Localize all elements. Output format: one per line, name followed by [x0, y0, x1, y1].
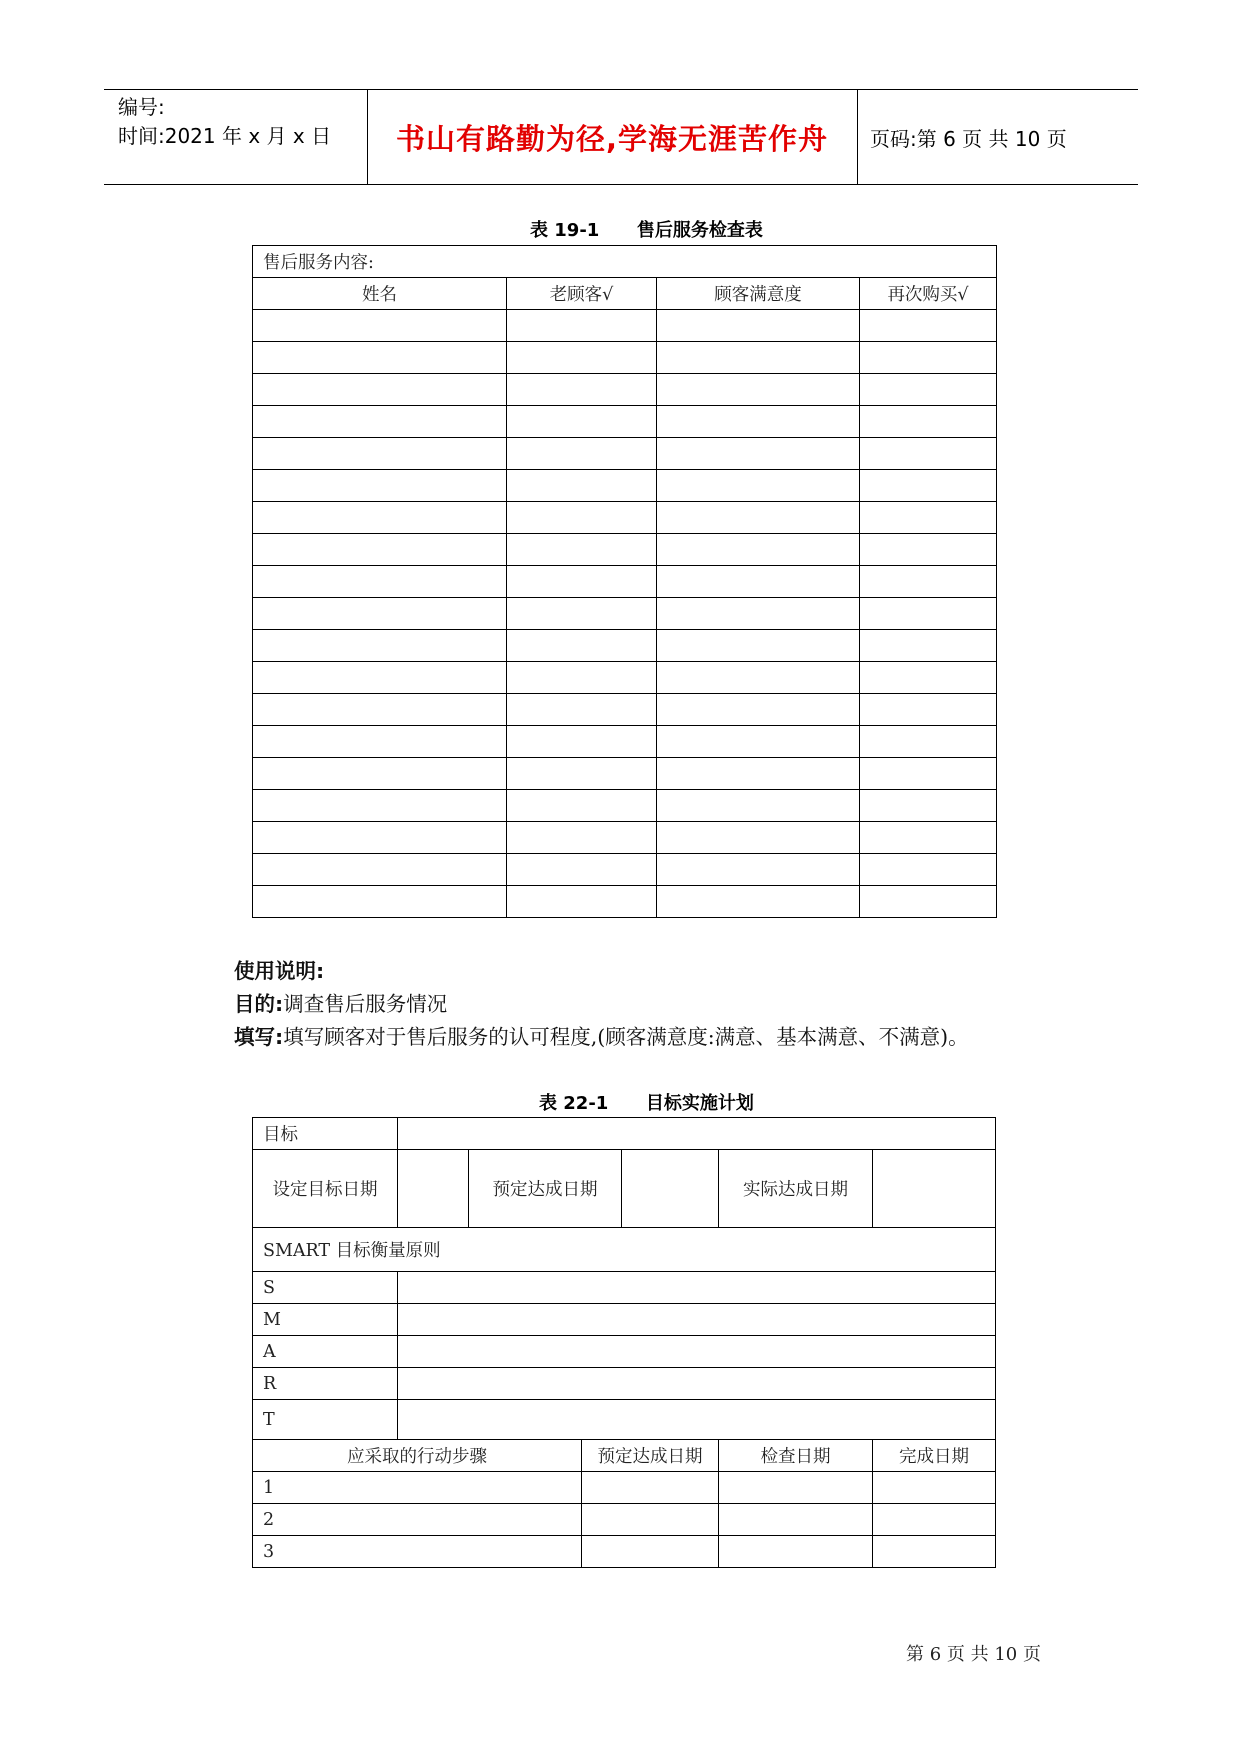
actual-date-value	[873, 1150, 996, 1228]
usage-heading: 使用说明:	[234, 959, 325, 983]
table1-blank-cell	[860, 790, 997, 822]
smart-row-r	[253, 1368, 996, 1400]
goal-label: 目标	[253, 1118, 398, 1150]
smart-row-m	[253, 1304, 996, 1336]
table1-blank-cell	[507, 822, 657, 854]
table1-blank-row	[253, 470, 997, 502]
after-sales-check-table	[252, 245, 997, 918]
table1-blank-cell	[253, 598, 507, 630]
table1-blank-cell	[657, 310, 860, 342]
table1-blank-cell	[657, 822, 860, 854]
table1-blank-cell	[860, 310, 997, 342]
table1-blank-cell	[253, 694, 507, 726]
planned-date-value	[622, 1150, 719, 1228]
table1-blank-cell	[253, 310, 507, 342]
table1-blank-cell	[253, 438, 507, 470]
table1-blank-cell	[657, 662, 860, 694]
table1-col-name: 姓名	[253, 278, 507, 310]
steps-col-check: 检查日期	[719, 1440, 873, 1472]
goal-row	[253, 1118, 996, 1150]
goal-value	[398, 1118, 996, 1150]
table1-blank-cell	[507, 758, 657, 790]
table1-content-label: 售后服务内容:	[253, 246, 997, 278]
table1-blank-cell	[860, 886, 997, 918]
table1-blank-cell	[253, 886, 507, 918]
purpose-label: 目的:	[234, 992, 284, 1016]
step-row	[253, 1536, 996, 1568]
table1-blank-cell	[253, 726, 507, 758]
step-number: 1	[253, 1472, 582, 1504]
table1-blank-row	[253, 886, 997, 918]
table1-blank-cell	[860, 502, 997, 534]
table1-blank-cell	[507, 694, 657, 726]
dates-row	[253, 1150, 996, 1228]
fill-text: 填写顾客对于售后服务的认可程度,(顾客满意度:满意、基本满意、不满意)。	[283, 1025, 969, 1049]
table1-blank-cell	[507, 502, 657, 534]
smart-letter: S	[253, 1272, 398, 1304]
table1-blank-cell	[860, 342, 997, 374]
table1-blank-cell	[253, 534, 507, 566]
table1-blank-cell	[253, 630, 507, 662]
smart-row-t	[253, 1400, 996, 1440]
smart-row-s	[253, 1272, 996, 1304]
table1-blank-row	[253, 566, 997, 598]
table1-blank-cell	[657, 438, 860, 470]
smart-letter: A	[253, 1336, 398, 1368]
table1-blank-cell	[253, 790, 507, 822]
table1-blank-row	[253, 406, 997, 438]
smart-letter: T	[253, 1400, 398, 1440]
table1-blank-cell	[657, 566, 860, 598]
table1-blank-cell	[253, 662, 507, 694]
table1-blank-cell	[860, 694, 997, 726]
table1-caption: 表 19-1 售后服务检查表	[530, 220, 763, 241]
step-row	[253, 1472, 996, 1504]
table1-blank-cell	[507, 790, 657, 822]
table1-blank-cell	[507, 854, 657, 886]
table1-header-row	[253, 278, 997, 310]
planned-date-label: 预定达成日期	[469, 1150, 622, 1228]
table1-blank-cell	[657, 374, 860, 406]
table1-blank-cell	[657, 854, 860, 886]
table1-blank-cell	[253, 342, 507, 374]
table1-blank-row	[253, 790, 997, 822]
steps-col-done: 完成日期	[873, 1440, 996, 1472]
table1-blank-row	[253, 374, 997, 406]
table1-blank-cell	[657, 534, 860, 566]
table1-blank-cell	[507, 470, 657, 502]
table1-blank-cell	[860, 726, 997, 758]
table1-blank-row	[253, 630, 997, 662]
smart-letter: R	[253, 1368, 398, 1400]
table1-blank-cell	[253, 854, 507, 886]
table1-blank-cell	[253, 470, 507, 502]
table1-blank-cell	[860, 854, 997, 886]
table2-caption: 表 22-1 目标实施计划	[539, 1093, 754, 1114]
table1-body	[253, 310, 997, 918]
table1-blank-cell	[253, 822, 507, 854]
header-left	[118, 93, 331, 151]
table1-blank-cell	[657, 470, 860, 502]
table1-col-old-customer: 老顾客√	[507, 278, 657, 310]
table1-blank-cell	[657, 342, 860, 374]
table1-blank-cell	[860, 470, 997, 502]
time-label: 时间:2021 年 x 月 x 日	[118, 124, 332, 148]
table1-blank-cell	[253, 758, 507, 790]
smart-row-a	[253, 1336, 996, 1368]
table1-blank-row	[253, 758, 997, 790]
header-divider-left	[367, 90, 368, 184]
table1-blank-cell	[860, 662, 997, 694]
table1-blank-cell	[507, 406, 657, 438]
usage-notes	[234, 955, 969, 1054]
smart-heading: SMART 目标衡量原则	[253, 1228, 996, 1272]
table1-blank-cell	[657, 630, 860, 662]
table1-blank-row	[253, 822, 997, 854]
table1-col-satisfaction: 顾客满意度	[657, 278, 860, 310]
step-number: 2	[253, 1504, 582, 1536]
table1-blank-row	[253, 310, 997, 342]
table1-blank-cell	[860, 406, 997, 438]
purpose-text: 调查售后服务情况	[283, 992, 448, 1016]
table1-blank-cell	[860, 438, 997, 470]
table1-blank-cell	[253, 566, 507, 598]
table1-blank-row	[253, 598, 997, 630]
table1-blank-cell	[657, 758, 860, 790]
table1-blank-cell	[860, 598, 997, 630]
table1-blank-cell	[507, 566, 657, 598]
table1-col-repurchase: 再次购买√	[860, 278, 997, 310]
table1-blank-cell	[507, 598, 657, 630]
page-footer: 第 6 页 共 10 页	[906, 1644, 1041, 1665]
serial-label: 编号:	[118, 95, 165, 119]
step-row	[253, 1504, 996, 1536]
table1-blank-cell	[507, 342, 657, 374]
table1-blank-cell	[657, 790, 860, 822]
table1-blank-cell	[657, 726, 860, 758]
table1-blank-cell	[657, 502, 860, 534]
table1-blank-cell	[507, 726, 657, 758]
step-number: 3	[253, 1536, 582, 1568]
header-divider-right	[857, 90, 858, 184]
smart-heading-row	[253, 1228, 996, 1272]
table1-blank-cell	[860, 822, 997, 854]
set-date-value	[398, 1150, 469, 1228]
table1-blank-cell	[657, 598, 860, 630]
table1-content-row	[253, 246, 997, 278]
table1-blank-row	[253, 726, 997, 758]
table1-blank-row	[253, 502, 997, 534]
actual-date-label: 实际达成日期	[719, 1150, 873, 1228]
table1-blank-row	[253, 342, 997, 374]
table1-blank-cell	[657, 406, 860, 438]
header-motto: 书山有路勤为径,学海无涯苦作舟	[395, 121, 829, 156]
table1-blank-cell	[860, 566, 997, 598]
smart-letter: M	[253, 1304, 398, 1336]
table1-blank-cell	[507, 310, 657, 342]
table1-blank-cell	[860, 630, 997, 662]
table1-blank-row	[253, 694, 997, 726]
table1-blank-cell	[860, 534, 997, 566]
table1-blank-row	[253, 534, 997, 566]
set-date-label: 设定目标日期	[253, 1150, 398, 1228]
table1-blank-cell	[860, 374, 997, 406]
goal-plan-table	[252, 1117, 996, 1568]
steps-col-planned: 预定达成日期	[582, 1440, 719, 1472]
table1-blank-cell	[507, 630, 657, 662]
table1-blank-cell	[507, 534, 657, 566]
table1-blank-row	[253, 854, 997, 886]
table1-blank-cell	[657, 886, 860, 918]
table1-blank-row	[253, 438, 997, 470]
table1-blank-cell	[253, 406, 507, 438]
table1-blank-cell	[253, 502, 507, 534]
header-page-label: 页码:第 6 页 共 10 页	[870, 126, 1067, 151]
table1-blank-row	[253, 662, 997, 694]
fill-label: 填写:	[234, 1025, 284, 1049]
steps-header-row	[253, 1440, 996, 1472]
table1-blank-cell	[657, 694, 860, 726]
table1-blank-cell	[507, 438, 657, 470]
table1-blank-cell	[253, 374, 507, 406]
page-header	[104, 89, 1138, 185]
steps-col-action: 应采取的行动步骤	[253, 1440, 582, 1472]
table1-blank-cell	[860, 758, 997, 790]
table1-blank-cell	[507, 662, 657, 694]
table1-blank-cell	[507, 886, 657, 918]
table1-blank-cell	[507, 374, 657, 406]
